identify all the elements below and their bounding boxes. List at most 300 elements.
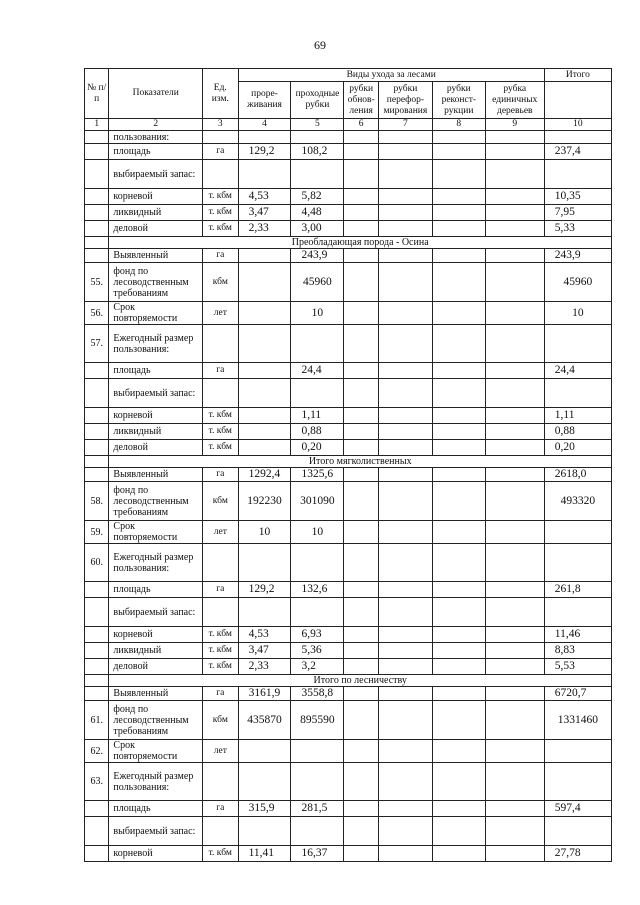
renewal-value xyxy=(344,424,379,440)
reformation-value xyxy=(378,249,432,263)
table-row xyxy=(85,144,612,160)
unit-cell: кбм xyxy=(203,482,239,521)
thinning-value: 435870 xyxy=(238,701,291,740)
single-tree-value xyxy=(485,468,544,482)
single-tree-value xyxy=(485,263,544,302)
passing-value: 5,36 xyxy=(291,643,344,659)
reconstruction-value xyxy=(432,302,485,325)
total-value: 493320 xyxy=(544,482,611,521)
renewal-value xyxy=(344,408,379,424)
unit-cell: т. кбм xyxy=(203,205,239,221)
thinning-value: 2,33 xyxy=(238,659,291,675)
header-total-blank xyxy=(544,82,611,119)
thinning-value: 192230 xyxy=(238,482,291,521)
single-tree-value xyxy=(485,249,544,263)
single-tree-value xyxy=(485,424,544,440)
thinning-value xyxy=(238,544,291,582)
indicator-label: Выявленный xyxy=(109,468,203,482)
unit-cell: га xyxy=(203,687,239,701)
table-row xyxy=(85,687,612,701)
indicator-label: корневой xyxy=(109,189,203,205)
thinning-value xyxy=(238,817,291,846)
passing-value: 281,5 xyxy=(291,801,344,817)
indicator-label: ликвидный xyxy=(109,205,203,221)
reconstruction-value xyxy=(432,424,485,440)
renewal-value xyxy=(344,263,379,302)
renewal-value xyxy=(344,521,379,544)
row-number xyxy=(85,687,109,701)
thinning-value: 1292,4 xyxy=(238,468,291,482)
single-tree-value xyxy=(485,379,544,408)
table-row xyxy=(85,249,612,263)
indicator-label: площадь xyxy=(109,144,203,160)
passing-value: 45960 xyxy=(291,263,344,302)
row-number xyxy=(85,598,109,627)
renewal-value xyxy=(344,160,379,189)
total-value: 2618,0 xyxy=(544,468,611,482)
indicator-label: фонд по лесоводственным требованиям xyxy=(109,263,203,302)
thinning-value: 3,47 xyxy=(238,643,291,659)
total-value: 1,11 xyxy=(544,408,611,424)
column-index: 7 xyxy=(378,119,432,131)
row-number xyxy=(85,424,109,440)
indicator-label: выбираемый запас: xyxy=(109,160,203,189)
column-index: 6 xyxy=(344,119,379,131)
unit-cell: т. кбм xyxy=(203,424,239,440)
passing-value: 0,88 xyxy=(291,424,344,440)
row-number: 60. xyxy=(85,544,109,582)
total-value: 6720,7 xyxy=(544,687,611,701)
unit-cell: т. кбм xyxy=(203,189,239,205)
passing-value: 895590 xyxy=(291,701,344,740)
passing-value xyxy=(291,325,344,363)
single-tree-value xyxy=(485,627,544,643)
table-row xyxy=(85,846,612,862)
total-value xyxy=(544,740,611,763)
passing-value: 10 xyxy=(291,521,344,544)
indicator-label: Срок повторяемости xyxy=(109,302,203,325)
total-value xyxy=(544,598,611,627)
total-value xyxy=(544,325,611,363)
total-value: 10,35 xyxy=(544,189,611,205)
indicator-label: Выявленный xyxy=(109,687,203,701)
reconstruction-value xyxy=(432,846,485,862)
total-value: 0,88 xyxy=(544,424,611,440)
single-tree-value xyxy=(485,131,544,144)
reconstruction-value xyxy=(432,325,485,363)
row-number xyxy=(85,189,109,205)
table-row xyxy=(85,424,612,440)
thinning-value: 4,53 xyxy=(238,627,291,643)
total-value: 0,20 xyxy=(544,440,611,456)
renewal-value xyxy=(344,627,379,643)
table-row xyxy=(85,221,612,237)
reformation-value xyxy=(378,643,432,659)
unit-cell: га xyxy=(203,249,239,263)
passing-value xyxy=(291,544,344,582)
reconstruction-value xyxy=(432,659,485,675)
row-number xyxy=(85,627,109,643)
total-value xyxy=(544,544,611,582)
passing-value: 1325,6 xyxy=(291,468,344,482)
passing-value xyxy=(291,131,344,144)
total-value: 11,46 xyxy=(544,627,611,643)
indicator-label: деловой xyxy=(109,659,203,675)
thinning-value: 2,33 xyxy=(238,221,291,237)
table-row xyxy=(85,763,612,801)
reconstruction-value xyxy=(432,205,485,221)
reformation-value xyxy=(378,408,432,424)
reformation-value xyxy=(378,521,432,544)
thinning-value xyxy=(238,249,291,263)
reformation-value xyxy=(378,627,432,643)
total-value xyxy=(544,763,611,801)
renewal-value xyxy=(344,598,379,627)
reconstruction-value xyxy=(432,701,485,740)
table-row xyxy=(85,205,612,221)
section-title: Преобладающая порода - Осина xyxy=(109,237,612,249)
single-tree-value xyxy=(485,643,544,659)
row-number xyxy=(85,643,109,659)
single-tree-value xyxy=(485,205,544,221)
indicator-label: Ежегодный размер пользования: xyxy=(109,763,203,801)
renewal-value xyxy=(344,801,379,817)
indicator-label: Ежегодный размер пользования: xyxy=(109,544,203,582)
header-total: Итого xyxy=(544,69,611,82)
reconstruction-value xyxy=(432,263,485,302)
indicator-label: деловой xyxy=(109,221,203,237)
section-row xyxy=(85,456,612,468)
indicator-label: корневой xyxy=(109,846,203,862)
unit-cell: т. кбм xyxy=(203,221,239,237)
column-index: 1 xyxy=(85,119,109,131)
header-type-thinning: проре- живания xyxy=(238,82,291,119)
thinning-value: 315,9 xyxy=(238,801,291,817)
unit-cell: т. кбм xyxy=(203,659,239,675)
row-number: 61. xyxy=(85,701,109,740)
unit-cell xyxy=(203,131,239,144)
table-row xyxy=(85,740,612,763)
total-value: 24,4 xyxy=(544,363,611,379)
forest-care-table xyxy=(84,68,612,862)
reformation-value xyxy=(378,659,432,675)
reformation-value xyxy=(378,544,432,582)
unit-cell xyxy=(203,379,239,408)
renewal-value xyxy=(344,189,379,205)
indicator-label: выбираемый запас: xyxy=(109,379,203,408)
passing-value: 16,37 xyxy=(291,846,344,862)
indicator-label: деловой xyxy=(109,440,203,456)
table-row xyxy=(85,643,612,659)
table-row xyxy=(85,544,612,582)
passing-value: 3558,8 xyxy=(291,687,344,701)
row-number xyxy=(85,205,109,221)
reformation-value xyxy=(378,468,432,482)
thinning-value xyxy=(238,598,291,627)
row-number xyxy=(85,249,109,263)
passing-value: 5,82 xyxy=(291,189,344,205)
single-tree-value xyxy=(485,701,544,740)
table-row xyxy=(85,440,612,456)
table-row xyxy=(85,325,612,363)
indicator-label: корневой xyxy=(109,408,203,424)
row-number xyxy=(85,363,109,379)
renewal-value xyxy=(344,817,379,846)
unit-cell xyxy=(203,325,239,363)
single-tree-value xyxy=(485,408,544,424)
thinning-value xyxy=(238,379,291,408)
page-number: 69 xyxy=(314,38,326,52)
table-row xyxy=(85,817,612,846)
reconstruction-value xyxy=(432,544,485,582)
renewal-value xyxy=(344,643,379,659)
reformation-value xyxy=(378,160,432,189)
thinning-value: 10 xyxy=(238,521,291,544)
total-value: 261,8 xyxy=(544,582,611,598)
single-tree-value xyxy=(485,189,544,205)
column-index: 2 xyxy=(109,119,203,131)
reconstruction-value xyxy=(432,131,485,144)
column-index: 8 xyxy=(432,119,485,131)
unit-cell xyxy=(203,763,239,801)
single-tree-value xyxy=(485,801,544,817)
reformation-value xyxy=(378,817,432,846)
total-value xyxy=(544,379,611,408)
indicator-label: фонд по лесоводственным требованиям xyxy=(109,701,203,740)
passing-value: 10 xyxy=(291,302,344,325)
total-value xyxy=(544,521,611,544)
reconstruction-value xyxy=(432,144,485,160)
reformation-value xyxy=(378,221,432,237)
reformation-value xyxy=(378,687,432,701)
table-row xyxy=(85,521,612,544)
passing-value: 6,93 xyxy=(291,627,344,643)
single-tree-value xyxy=(485,846,544,862)
passing-value xyxy=(291,817,344,846)
reconstruction-value xyxy=(432,687,485,701)
indicator-label: ликвидный xyxy=(109,643,203,659)
table-row xyxy=(85,379,612,408)
total-value: 243,9 xyxy=(544,249,611,263)
indicator-label: площадь xyxy=(109,801,203,817)
indicator-label: Срок повторяемости xyxy=(109,740,203,763)
reformation-value xyxy=(378,302,432,325)
passing-value: 1,11 xyxy=(291,408,344,424)
unit-cell: кбм xyxy=(203,701,239,740)
row-number: 59. xyxy=(85,521,109,544)
row-number xyxy=(85,659,109,675)
renewal-value xyxy=(344,763,379,801)
single-tree-value xyxy=(485,740,544,763)
column-index: 4 xyxy=(238,119,291,131)
unit-cell xyxy=(203,160,239,189)
passing-value: 108,2 xyxy=(291,144,344,160)
unit-cell: га xyxy=(203,582,239,598)
unit-cell: т. кбм xyxy=(203,846,239,862)
row-number xyxy=(85,221,109,237)
passing-value: 3,2 xyxy=(291,659,344,675)
thinning-value xyxy=(238,408,291,424)
renewal-value xyxy=(344,249,379,263)
reconstruction-value xyxy=(432,817,485,846)
single-tree-value xyxy=(485,160,544,189)
renewal-value xyxy=(344,701,379,740)
reformation-value xyxy=(378,440,432,456)
table-row xyxy=(85,482,612,521)
header-type-reconstruction: рубки реконст- рукции xyxy=(432,82,485,119)
single-tree-value xyxy=(485,521,544,544)
renewal-value xyxy=(344,302,379,325)
table-row xyxy=(85,160,612,189)
row-number: 58. xyxy=(85,482,109,521)
table-row xyxy=(85,263,612,302)
passing-value: 301090 xyxy=(291,482,344,521)
reformation-value xyxy=(378,740,432,763)
reformation-value xyxy=(378,598,432,627)
reformation-value xyxy=(378,801,432,817)
renewal-value xyxy=(344,544,379,582)
thinning-value xyxy=(238,302,291,325)
unit-cell: лет xyxy=(203,521,239,544)
renewal-value xyxy=(344,379,379,408)
reconstruction-value xyxy=(432,160,485,189)
total-value: 237,4 xyxy=(544,144,611,160)
indicator-label: фонд по лесоводственным требованиям xyxy=(109,482,203,521)
section-row xyxy=(85,237,612,249)
thinning-value xyxy=(238,363,291,379)
table-row xyxy=(85,598,612,627)
reconstruction-value xyxy=(432,627,485,643)
renewal-value xyxy=(344,144,379,160)
reconstruction-value xyxy=(432,740,485,763)
table-row xyxy=(85,468,612,482)
passing-value: 24,4 xyxy=(291,363,344,379)
renewal-value xyxy=(344,482,379,521)
reconstruction-value xyxy=(432,598,485,627)
thinning-value: 3161,9 xyxy=(238,687,291,701)
table-row xyxy=(85,131,612,144)
total-value: 8,83 xyxy=(544,643,611,659)
single-tree-value xyxy=(485,817,544,846)
section-title: Итого по лесничеству xyxy=(109,675,612,687)
unit-cell: кбм xyxy=(203,263,239,302)
renewal-value xyxy=(344,221,379,237)
reconstruction-value xyxy=(432,379,485,408)
reformation-value xyxy=(378,263,432,302)
row-number xyxy=(85,468,109,482)
single-tree-value xyxy=(485,302,544,325)
header-unit: Ед. изм. xyxy=(203,69,239,119)
row-number: 63. xyxy=(85,763,109,801)
table-row xyxy=(85,582,612,598)
table-row xyxy=(85,363,612,379)
reconstruction-value xyxy=(432,221,485,237)
reconstruction-value xyxy=(432,408,485,424)
unit-cell: т. кбм xyxy=(203,643,239,659)
row-number xyxy=(85,160,109,189)
renewal-value xyxy=(344,659,379,675)
unit-cell xyxy=(203,598,239,627)
reconstruction-value xyxy=(432,189,485,205)
table-row xyxy=(85,302,612,325)
passing-value: 4,48 xyxy=(291,205,344,221)
reconstruction-value xyxy=(432,249,485,263)
unit-cell: га xyxy=(203,363,239,379)
renewal-value xyxy=(344,325,379,363)
single-tree-value xyxy=(485,544,544,582)
table-row xyxy=(85,801,612,817)
reformation-value xyxy=(378,363,432,379)
renewal-value xyxy=(344,363,379,379)
total-value xyxy=(544,817,611,846)
unit-cell xyxy=(203,544,239,582)
reformation-value xyxy=(378,144,432,160)
total-value: 5,33 xyxy=(544,221,611,237)
renewal-value xyxy=(344,740,379,763)
reformation-value xyxy=(378,846,432,862)
reconstruction-value xyxy=(432,582,485,598)
reconstruction-value xyxy=(432,521,485,544)
table-row xyxy=(85,701,612,740)
row-number: 62. xyxy=(85,740,109,763)
unit-cell: лет xyxy=(203,740,239,763)
single-tree-value xyxy=(485,659,544,675)
single-tree-value xyxy=(485,482,544,521)
single-tree-value xyxy=(485,363,544,379)
reconstruction-value xyxy=(432,363,485,379)
reconstruction-value xyxy=(432,440,485,456)
reformation-value xyxy=(378,325,432,363)
unit-cell: т. кбм xyxy=(203,408,239,424)
passing-value xyxy=(291,763,344,801)
table-row xyxy=(85,627,612,643)
reformation-value xyxy=(378,205,432,221)
renewal-value xyxy=(344,440,379,456)
total-value xyxy=(544,131,611,144)
total-value: 7,95 xyxy=(544,205,611,221)
total-value: 1331460 xyxy=(544,701,611,740)
column-index: 5 xyxy=(291,119,344,131)
passing-value: 3,00 xyxy=(291,221,344,237)
passing-value xyxy=(291,598,344,627)
thinning-value xyxy=(238,740,291,763)
passing-value xyxy=(291,379,344,408)
renewal-value xyxy=(344,205,379,221)
header-type-single-tree: рубка единичных деревьев xyxy=(485,82,544,119)
row-number xyxy=(85,801,109,817)
total-value: 27,78 xyxy=(544,846,611,862)
row-number: 56. xyxy=(85,302,109,325)
total-value: 597,4 xyxy=(544,801,611,817)
single-tree-value xyxy=(485,582,544,598)
row-number xyxy=(85,379,109,408)
unit-cell: т. кбм xyxy=(203,627,239,643)
header-care-types: Виды ухода за лесами xyxy=(238,69,544,82)
thinning-value: 4,53 xyxy=(238,189,291,205)
renewal-value xyxy=(344,687,379,701)
indicator-label: ликвидный xyxy=(109,424,203,440)
indicator-label: площадь xyxy=(109,363,203,379)
indicator-label: выбираемый запас: xyxy=(109,598,203,627)
column-index: 9 xyxy=(485,119,544,131)
row-number xyxy=(85,408,109,424)
reformation-value xyxy=(378,763,432,801)
reformation-value xyxy=(378,131,432,144)
header-type-reformation: рубки перефор- мирования xyxy=(378,82,432,119)
passing-value: 0,20 xyxy=(291,440,344,456)
renewal-value xyxy=(344,846,379,862)
indicator-label: Срок повторяемости xyxy=(109,521,203,544)
